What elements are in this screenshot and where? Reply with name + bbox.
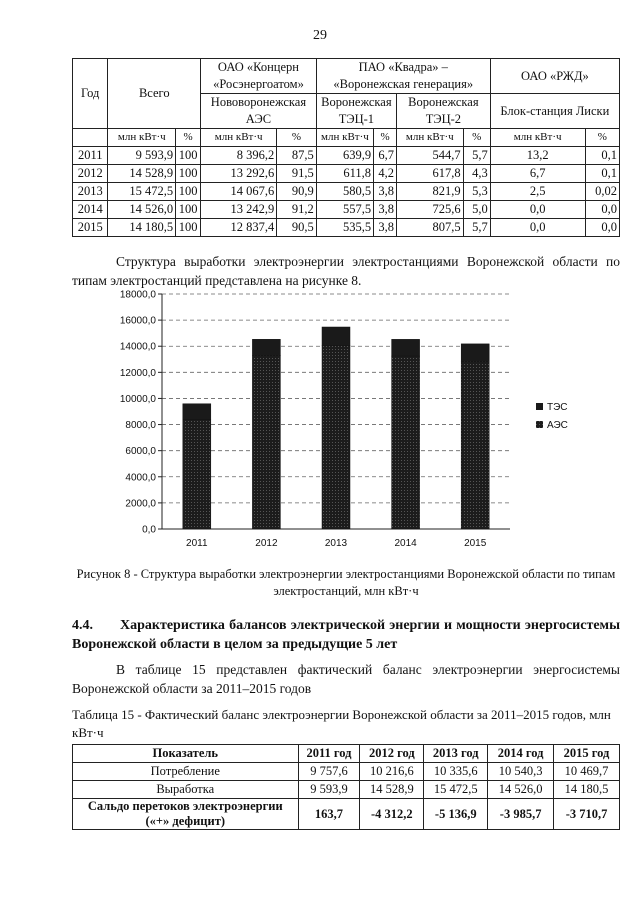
cell-value: 163,7 <box>298 799 360 830</box>
unit-energy: млн кВт·ч <box>201 129 277 147</box>
cell-lis: 0,0 <box>490 201 585 219</box>
cell-nv-pct: 90,5 <box>277 219 317 237</box>
legend-label: ТЭС <box>547 402 568 413</box>
table-row <box>73 165 620 183</box>
cell-total: 15 472,5 <box>108 183 176 201</box>
cell-year: 2012 <box>73 165 108 183</box>
col-indicator-header: Показатель <box>73 745 299 763</box>
cell-total-pct: 100 <box>176 165 201 183</box>
col-year-header: 2011 год <box>298 745 360 763</box>
cell-nv-pct: 91,2 <box>277 201 317 219</box>
bar-aes <box>183 419 211 529</box>
legend-swatch <box>536 421 543 428</box>
unit-pct: % <box>374 129 397 147</box>
cell-t1-pct: 3,8 <box>374 201 397 219</box>
y-tick-label: 6000,0 <box>125 446 156 458</box>
cell-t1: 639,9 <box>316 147 373 165</box>
x-tick-label: 2014 <box>394 538 417 549</box>
x-tick-label: 2012 <box>255 538 278 549</box>
section-number: 4.4. <box>72 618 93 633</box>
energy-balance-table <box>72 744 620 830</box>
cell-total-pct: 100 <box>176 201 201 219</box>
section-heading <box>72 616 620 654</box>
table-row <box>73 763 620 781</box>
cell-t1: 557,5 <box>316 201 373 219</box>
plant-tec2-header: Воронежская ТЭЦ-2 <box>396 94 490 129</box>
unit-energy: млн кВт·ч <box>490 129 585 147</box>
generation-by-plant-table <box>72 58 620 237</box>
legend-swatch <box>536 403 543 410</box>
y-tick-label: 18000,0 <box>119 289 156 301</box>
cell-lis: 2,5 <box>490 183 585 201</box>
x-tick-label: 2011 <box>186 538 208 549</box>
bar-tes <box>183 404 211 420</box>
table-row <box>73 147 620 165</box>
y-tick-label: 12000,0 <box>119 367 156 379</box>
cell-total: 14 180,5 <box>108 219 176 237</box>
cell-total: 14 528,9 <box>108 165 176 183</box>
row-label: Потребление <box>73 763 299 781</box>
cell-t2-pct: 5,7 <box>463 219 490 237</box>
cell-lis-pct: 0,0 <box>585 201 619 219</box>
row-label: Сальдо перетоков электроэнергии («+» дефицит) <box>73 799 299 830</box>
col-year-header: 2015 год <box>554 745 620 763</box>
cell-value: 9 757,6 <box>298 763 360 781</box>
cell-nv: 12 837,4 <box>201 219 277 237</box>
cell-t2-pct: 5,3 <box>463 183 490 201</box>
table-row <box>73 201 620 219</box>
cell-lis: 6,7 <box>490 165 585 183</box>
unit-empty <box>73 129 108 147</box>
cell-total: 9 593,9 <box>108 147 176 165</box>
cell-nv: 14 067,6 <box>201 183 277 201</box>
cell-total-pct: 100 <box>176 147 201 165</box>
cell-value: 15 472,5 <box>424 781 488 799</box>
col-year-header: Год <box>73 59 108 129</box>
cell-nv: 13 242,9 <box>201 201 277 219</box>
cell-nv-pct: 91,5 <box>277 165 317 183</box>
bar-tes <box>252 339 280 355</box>
cell-lis-pct: 0,02 <box>585 183 619 201</box>
y-tick-label: 0,0 <box>142 524 156 536</box>
y-tick-label: 10000,0 <box>119 393 156 405</box>
cell-lis-pct: 0,1 <box>585 147 619 165</box>
org-rosenergoatom-header: ОАО «Концерн «Росэнергоатом» <box>201 59 317 94</box>
cell-t2-pct: 5,7 <box>463 147 490 165</box>
cell-t2: 725,6 <box>396 201 463 219</box>
y-tick-label: 16000,0 <box>119 315 156 327</box>
cell-t2-pct: 4,3 <box>463 165 490 183</box>
bar-aes <box>461 361 489 529</box>
cell-value: -3 710,7 <box>554 799 620 830</box>
cell-total: 14 526,0 <box>108 201 176 219</box>
cell-value: -3 985,7 <box>488 799 554 830</box>
unit-pct: % <box>463 129 490 147</box>
y-tick-label: 2000,0 <box>125 498 156 510</box>
figure-caption: Рисунок 8 - Структура выработки электроэнергии электростанциями Воронежской области по типам электростанций, млн кВт·ч <box>76 567 616 598</box>
cell-t2: 544,7 <box>396 147 463 165</box>
unit-pct: % <box>277 129 317 147</box>
bar-aes <box>252 355 280 529</box>
col-year-header: 2014 год <box>488 745 554 763</box>
cell-nv-pct: 90,9 <box>277 183 317 201</box>
table15-intro-paragraph: В таблице 15 представлен фактический баланс электроэнергии энергосистемы Воронежской области за 2011–2015 годов <box>72 662 620 696</box>
cell-value: 10 469,7 <box>554 763 620 781</box>
generation-structure-chart <box>100 285 580 555</box>
table-row <box>73 781 620 799</box>
bar-tes <box>322 327 350 345</box>
cell-t1-pct: 3,8 <box>374 219 397 237</box>
section-title: Характеристика балансов электрической энергии и мощности энергосистемы Воронежской области в целом за предыдущие 5 лет <box>72 618 620 652</box>
cell-t2: 807,5 <box>396 219 463 237</box>
bar-tes <box>461 344 489 362</box>
cell-year: 2011 <box>73 147 108 165</box>
cell-lis: 13,2 <box>490 147 585 165</box>
plant-tec1-header: Воронежская ТЭЦ-1 <box>316 94 396 129</box>
bar-aes <box>322 345 350 529</box>
unit-energy: млн кВт·ч <box>316 129 373 147</box>
cell-value: 14 180,5 <box>554 781 620 799</box>
cell-year: 2014 <box>73 201 108 219</box>
col-total-header: Всего <box>108 59 201 129</box>
cell-value: 9 593,9 <box>298 781 360 799</box>
table-row <box>73 219 620 237</box>
cell-lis: 0,0 <box>490 219 585 237</box>
x-tick-label: 2015 <box>464 538 487 549</box>
cell-nv: 13 292,6 <box>201 165 277 183</box>
cell-value: 10 335,6 <box>424 763 488 781</box>
cell-t1: 535,5 <box>316 219 373 237</box>
cell-nv: 8 396,2 <box>201 147 277 165</box>
cell-value: -5 136,9 <box>424 799 488 830</box>
y-tick-label: 8000,0 <box>125 420 156 432</box>
cell-value: 10 540,3 <box>488 763 554 781</box>
cell-total-pct: 100 <box>176 219 201 237</box>
row-label: Выработка <box>73 781 299 799</box>
plant-liski-header: Блок-станция Лиски <box>490 94 619 129</box>
legend-label: АЭС <box>547 420 568 431</box>
cell-t1-pct: 6,7 <box>374 147 397 165</box>
table-row <box>73 799 620 830</box>
unit-pct: % <box>585 129 619 147</box>
org-rzd-header: ОАО «РЖД» <box>490 59 619 94</box>
cell-nv-pct: 87,5 <box>277 147 317 165</box>
cell-lis-pct: 0,1 <box>585 165 619 183</box>
chart-intro-paragraph: Структура выработки электроэнергии электростанциями Воронежской области по типам электростанций представлена на рисунке 8. <box>72 254 620 288</box>
y-tick-label: 4000,0 <box>125 472 156 484</box>
page-number: 29 <box>313 28 327 43</box>
table15-caption: Таблица 15 - Фактический баланс электроэнергии Воронежской области за 2011–2015 годов, млн кВт·ч <box>72 707 611 740</box>
x-tick-label: 2013 <box>324 538 348 549</box>
cell-year: 2013 <box>73 183 108 201</box>
cell-lis-pct: 0,0 <box>585 219 619 237</box>
cell-total-pct: 100 <box>176 183 201 201</box>
cell-t2-pct: 5,0 <box>463 201 490 219</box>
bar-tes <box>392 339 420 356</box>
cell-year: 2015 <box>73 219 108 237</box>
cell-t1-pct: 4,2 <box>374 165 397 183</box>
cell-value: 10 216,6 <box>360 763 424 781</box>
col-year-header: 2013 год <box>424 745 488 763</box>
unit-energy: млн кВт·ч <box>396 129 463 147</box>
cell-value: -4 312,2 <box>360 799 424 830</box>
cell-t2: 617,8 <box>396 165 463 183</box>
bar-aes <box>392 356 420 529</box>
unit-energy: млн кВт·ч <box>108 129 176 147</box>
org-kvadra-header: ПАО «Квадра» – «Воронежская генерация» <box>316 59 490 94</box>
cell-value: 14 526,0 <box>488 781 554 799</box>
unit-pct: % <box>176 129 201 147</box>
cell-t1: 611,8 <box>316 165 373 183</box>
col-year-header: 2012 год <box>360 745 424 763</box>
cell-t1: 580,5 <box>316 183 373 201</box>
y-tick-label: 14000,0 <box>119 341 156 353</box>
table-row <box>73 183 620 201</box>
plant-nvaes-header: Нововоронежская АЭС <box>201 94 317 129</box>
cell-value: 14 528,9 <box>360 781 424 799</box>
cell-t2: 821,9 <box>396 183 463 201</box>
cell-t1-pct: 3,8 <box>374 183 397 201</box>
